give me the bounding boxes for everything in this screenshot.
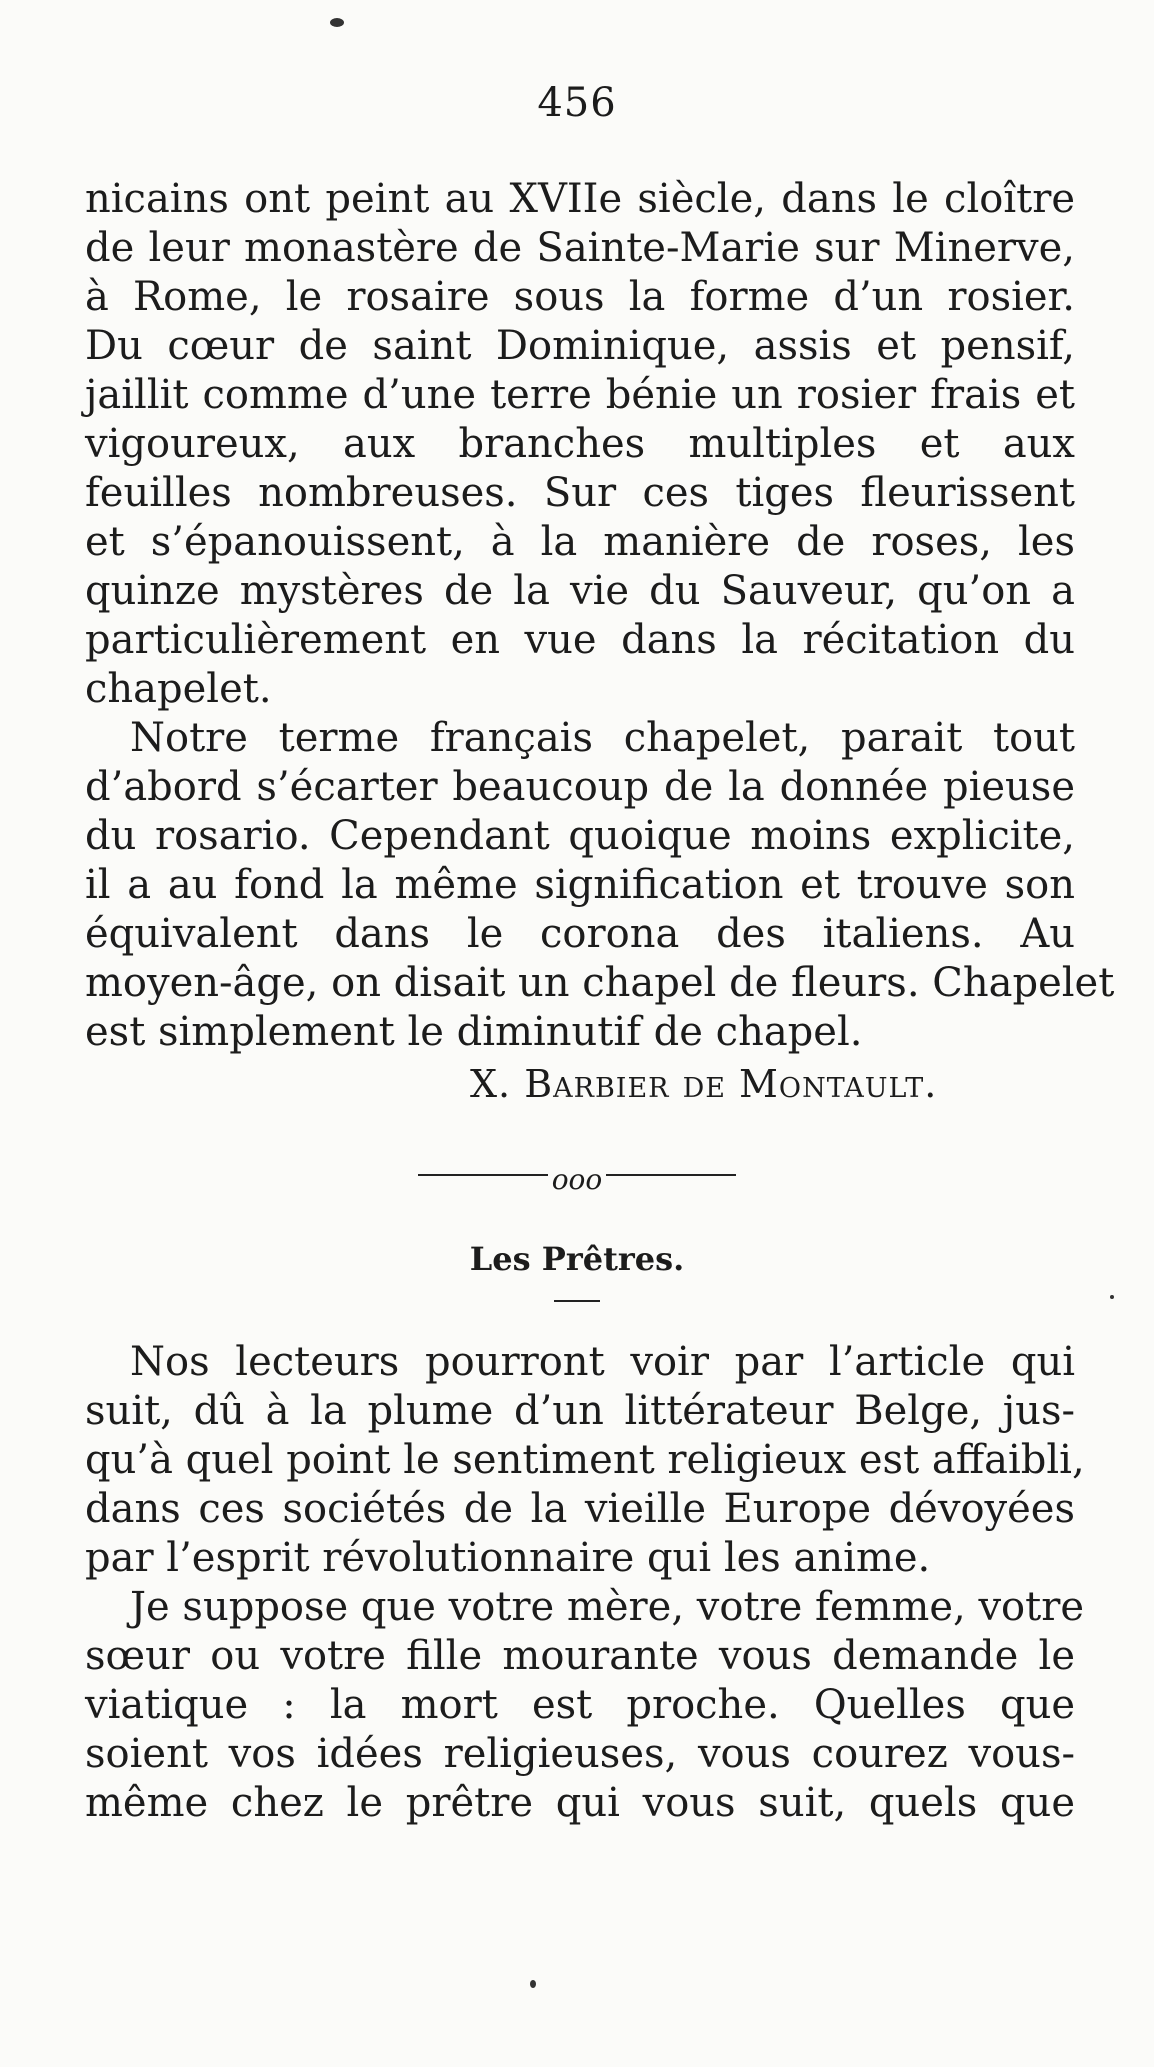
text-line: et s’épanouissent, à la manière de roses, les <box>85 519 1075 565</box>
text-line: d’abord s’écarter beaucoup de la donnée pieuse <box>85 764 1075 810</box>
text-line: Du cœur de saint Dominique, assis et pensif, <box>85 323 1075 369</box>
text-line: Je suppose que votre mère, votre femme, votre <box>130 1584 1085 1630</box>
text-line: soient vos idées religieuses, vous courez vous- <box>85 1731 1075 1777</box>
section-separator <box>0 1155 1154 1195</box>
text-line: jaillit comme d’une terre bénie un rosier frais et <box>85 372 1075 418</box>
text-line: équivalent dans le corona des italiens. Au <box>85 911 1075 957</box>
text-line: à Rome, le rosaire sous la forme d’un rosier. <box>85 274 1075 320</box>
text-line: par l’esprit révolutionnaire qui les anime. <box>85 1535 931 1581</box>
text-line: de leur monastère de Sainte-Marie sur Minerve, <box>85 225 1075 271</box>
text-line: quinze mystères de la vie du Sauveur, qu’on a <box>85 568 1075 614</box>
text-line: chapelet. <box>85 666 272 712</box>
text-line: du rosario. Cependant quoique moins explicite, <box>85 813 1075 859</box>
print-speck <box>330 18 344 27</box>
text-line: nicains ont peint au XVIIe siècle, dans le cloître <box>85 176 1075 222</box>
paragraph-chapelet <box>85 714 1115 1057</box>
text-line: suit, dû à la plume d’un littérateur Belge, jus- <box>85 1388 1075 1434</box>
text-line: moyen-âge, on disait un chapel de fleurs. Chapelet <box>85 960 1115 1006</box>
text-line: vigoureux, aux branches multiples et aux <box>85 421 1075 467</box>
page-number: 456 <box>537 80 617 126</box>
text-line: Notre terme français chapelet, parait tout <box>130 715 1075 761</box>
text-line: particulièrement en vue dans la récitation du <box>85 617 1075 663</box>
separator-rule-left <box>418 1174 548 1176</box>
text-line: Nos lecteurs pourront voir par l’article qui <box>130 1339 1075 1385</box>
title-underline <box>554 1300 600 1302</box>
separator-rule-right <box>606 1174 736 1176</box>
author-signature: X. Barbier de Montault. <box>470 1062 938 1106</box>
text-line: est simplement le diminutif de chapel. <box>85 1009 863 1055</box>
paragraph-viatique <box>85 1583 1085 1828</box>
separator-mark: ooo <box>551 1162 603 1196</box>
text-line: qu’à quel point le sentiment religieux est affaibli, <box>85 1437 1085 1483</box>
text-line: viatique : la mort est proche. Quelles que <box>85 1682 1075 1728</box>
paragraph-intro <box>85 1338 1085 1583</box>
paragraph-rosaire <box>85 175 1075 714</box>
text-line: même chez le prêtre qui vous suit, quels que <box>85 1780 1075 1826</box>
print-speck <box>1110 1295 1114 1299</box>
print-speck <box>530 1980 536 1988</box>
section-title: Les Prêtres. <box>469 1240 685 1278</box>
text-line: feuilles nombreuses. Sur ces tiges fleurissent <box>85 470 1075 516</box>
text-line: dans ces sociétés de la vieille Europe dévoyées <box>85 1486 1075 1532</box>
text-line: il a au fond la même signification et trouve son <box>85 862 1075 908</box>
text-line: sœur ou votre fille mourante vous demande le <box>85 1633 1075 1679</box>
